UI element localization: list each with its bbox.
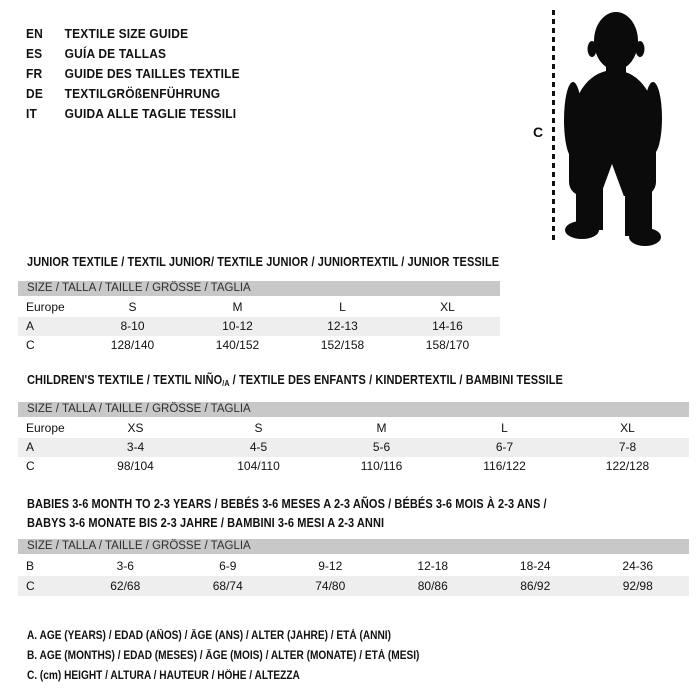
- guide-title: GUIDA ALLE TAGLIE TESSILI: [64, 106, 237, 121]
- height-measure-dashed-line: [552, 10, 555, 244]
- row-label: A: [26, 440, 35, 454]
- table-cell: 116/122: [483, 459, 526, 473]
- guide-title: TEXTILE SIZE GUIDE: [64, 26, 189, 41]
- title-text: CHILDREN'S TEXTILE / TEXTIL NIÑO: [27, 373, 223, 387]
- table-cell: XL: [440, 300, 455, 314]
- junior-size-table: [18, 281, 500, 355]
- height-measure-label: C: [533, 124, 544, 140]
- table-cell: 92/98: [622, 579, 653, 593]
- table-cell: 4-5: [249, 440, 268, 454]
- table-cell: 104/110: [237, 459, 280, 473]
- row-label: Europe: [26, 421, 65, 435]
- title-text: / TEXTILE DES ENFANTS / KINDERTEXTIL / BAMBINI TESSILE: [229, 373, 563, 387]
- size-table-header: SIZE / TALLA / TAILLE / GRÖSSE / TAGLIA: [18, 402, 689, 417]
- language-code: DE: [26, 86, 43, 101]
- size-table-header: SIZE / TALLA / TAILLE / GRÖSSE / TAGLIA: [18, 539, 689, 554]
- table-cell: M: [376, 421, 387, 435]
- row-label: B: [26, 559, 35, 573]
- table-cell: 122/128: [605, 459, 650, 473]
- row-label: A: [26, 319, 35, 333]
- table-cell: 80/86: [417, 579, 448, 593]
- table-row: [18, 317, 500, 336]
- size-table-header: SIZE / TALLA / TAILLE / GRÖSSE / TAGLIA: [18, 281, 500, 296]
- language-title-list: [26, 24, 258, 124]
- table-cell: S: [128, 300, 137, 314]
- table-cell: 110/116: [360, 459, 403, 473]
- table-cell: 9-12: [318, 559, 343, 573]
- children-size-table: [18, 402, 689, 476]
- language-row: [26, 84, 240, 104]
- language-row: [26, 64, 240, 84]
- language-row: [26, 104, 240, 124]
- section-title-babies: [27, 495, 547, 533]
- table-cell: S: [254, 421, 263, 435]
- measure-legend: [27, 626, 473, 686]
- table-cell: 3-6: [116, 559, 134, 573]
- table-cell: 74/80: [315, 579, 346, 593]
- table-cell: 10-12: [222, 319, 253, 333]
- legend-line-b: B. AGE (MONTHS) / EDAD (MESES) / ÂGE (MOIS) / ALTER (MONATE) / ETÀ (MESI): [27, 650, 420, 662]
- table-cell: 6-9: [219, 559, 237, 573]
- babies-size-table: [18, 539, 689, 596]
- table-cell: 24-36: [622, 559, 654, 573]
- title-line: BABIES 3-6 MONTH TO 2-3 YEARS / BEBÉS 3-6 MESES A 2-3 AÑOS / BÉBÉS 3-6 MOIS À 2-3 ANS /: [27, 497, 547, 511]
- toddler-silhouette-icon: [560, 8, 664, 248]
- table-row: [18, 438, 689, 457]
- language-code: EN: [26, 26, 43, 41]
- table-row: [18, 336, 500, 355]
- language-row: [26, 24, 240, 44]
- table-cell: 12-18: [417, 559, 449, 573]
- table-cell: 68/74: [212, 579, 243, 593]
- section-title-junior: JUNIOR TEXTILE / TEXTIL JUNIOR/ TEXTILE JUNIOR / JUNIORTEXTIL / JUNIOR TESSILE: [27, 255, 500, 269]
- section-title-children: [27, 373, 563, 388]
- language-code: ES: [26, 46, 43, 61]
- table-cell: 128/140: [110, 338, 155, 352]
- legend-line-a: A. AGE (YEARS) / EDAD (AÑOS) / ÂGE (ANS) / ALTER (JAHRE) / ETÀ (ANNI): [27, 630, 391, 642]
- table-row: [18, 556, 689, 576]
- table-cell: 18-24: [519, 559, 551, 573]
- title-subscript: /A: [222, 379, 230, 388]
- table-row: [18, 457, 689, 476]
- table-cell: 158/170: [425, 338, 470, 352]
- table-cell: 62/68: [110, 579, 141, 593]
- guide-title: GUÍA DE TALLAS: [64, 46, 167, 61]
- title-line: BABYS 3-6 MONATE BIS 2-3 JAHRE / BAMBINI 3-6 MESI A 2-3 ANNI: [27, 516, 385, 530]
- table-cell: 140/152: [215, 338, 260, 352]
- language-code: FR: [26, 66, 43, 81]
- table-cell: L: [501, 421, 508, 435]
- row-label: C: [26, 459, 35, 473]
- table-cell: 86/92: [520, 579, 551, 593]
- table-cell: 14-16: [432, 319, 463, 333]
- table-cell: XL: [620, 421, 635, 435]
- table-cell: 8-10: [120, 319, 145, 333]
- row-label: C: [26, 338, 35, 352]
- table-cell: 5-6: [372, 440, 391, 454]
- table-cell: 98/104: [117, 459, 154, 473]
- table-cell: 6-7: [495, 440, 514, 454]
- language-code: IT: [26, 106, 37, 121]
- row-label: C: [26, 579, 35, 593]
- table-cell: 12-13: [327, 319, 358, 333]
- row-label: Europe: [26, 300, 65, 314]
- table-row: [18, 298, 500, 317]
- legend-line-c: C. (cm) HEIGHT / ALTURA / HAUTEUR / HÖHE / ALTEZZA: [27, 670, 300, 682]
- guide-title: GUIDE DES TAILLES TEXTILE: [64, 66, 240, 81]
- language-row: [26, 44, 240, 64]
- table-cell: L: [339, 300, 346, 314]
- table-cell: 7-8: [618, 440, 637, 454]
- table-cell: XS: [127, 421, 144, 435]
- guide-title: TEXTILGRÖßENFÜHRUNG: [64, 86, 221, 101]
- table-cell: M: [232, 300, 243, 314]
- table-row: [18, 419, 689, 438]
- table-cell: 3-4: [126, 440, 145, 454]
- table-cell: 152/158: [320, 338, 365, 352]
- table-row: [18, 576, 689, 596]
